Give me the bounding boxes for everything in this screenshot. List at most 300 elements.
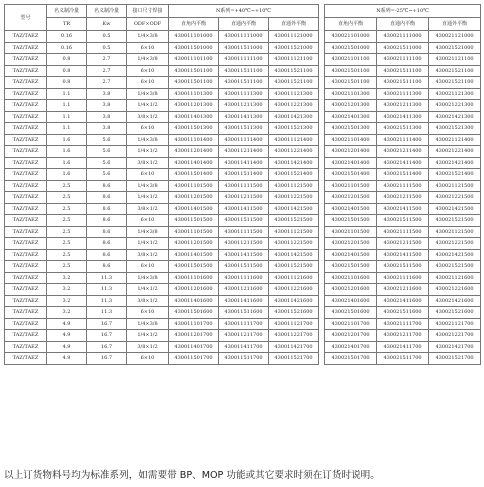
- table-cell: 430011111500: [219, 226, 269, 238]
- table-cell: 430011521500: [269, 215, 319, 227]
- table-cell: 430011421600: [269, 295, 319, 307]
- table-cell: 430021421400: [429, 157, 481, 169]
- table-cell: 1/4×3/8: [127, 88, 169, 100]
- table-row: [5, 111, 481, 123]
- table-cell: 430011401300: [169, 111, 219, 123]
- table-cell: TAZ/TAEZ: [5, 146, 47, 158]
- table-cell: 430011411400: [219, 157, 269, 169]
- table-cell: 430011121300: [269, 88, 319, 100]
- table-cell: 430011421500: [269, 249, 319, 261]
- table-cell: 430011111500: [219, 180, 269, 192]
- table-cell: 3.8: [87, 123, 127, 135]
- table-cell: 430011521600: [269, 307, 319, 319]
- table-cell: 6×10: [127, 42, 169, 54]
- table-cell: 430021111600: [377, 272, 429, 284]
- table-cell: TAZ/TAEZ: [5, 157, 47, 169]
- table-cell: 1/4×3/8: [127, 31, 169, 43]
- header-b-angle-internal: 直角内平衡: [325, 18, 377, 31]
- table-cell: 430021521400: [429, 169, 481, 181]
- table-cell: TAZ/TAEZ: [5, 169, 47, 181]
- table-row: [5, 180, 481, 192]
- table-cell: 11.3: [87, 284, 127, 296]
- table-cell: 430011111000: [219, 31, 269, 43]
- table-cell: 430011201700: [169, 330, 219, 342]
- table-cell: 16.7: [87, 341, 127, 353]
- table-cell: 430011501600: [169, 307, 219, 319]
- table-cell: 430011421400: [269, 157, 319, 169]
- table-cell: 430011421700: [269, 341, 319, 353]
- table-cell: TAZ/TAEZ: [5, 284, 47, 296]
- table-cell: 430011111100: [219, 54, 269, 66]
- table-cell: 430011111600: [219, 272, 269, 284]
- table-cell: 430021211700: [377, 330, 429, 342]
- table-cell: TAZ/TAEZ: [5, 249, 47, 261]
- table-cell: TAZ/TAEZ: [5, 88, 47, 100]
- table-cell: 430021101100: [325, 54, 377, 66]
- table-cell: 430011201500: [169, 238, 219, 250]
- table-row: [5, 134, 481, 146]
- table-cell: 430021521000: [429, 42, 481, 54]
- table-cell: 2.5: [47, 215, 87, 227]
- table-cell: 430021221400: [429, 146, 481, 158]
- table-cell: 430011411600: [219, 295, 269, 307]
- header-model: 型号: [5, 5, 47, 31]
- table-cell: 430011211600: [219, 284, 269, 296]
- table-cell: TAZ/TAEZ: [5, 330, 47, 342]
- table-cell: 430011521100: [269, 77, 319, 89]
- table-cell: 430021101700: [325, 318, 377, 330]
- header-n-series-b: N系列=-25℃~+10℃: [325, 5, 481, 18]
- table-row: [5, 330, 481, 342]
- table-cell: 430011111300: [219, 88, 269, 100]
- table-row: [5, 307, 481, 319]
- table-cell: 6×10: [127, 215, 169, 227]
- table-cell: 8.6: [87, 226, 127, 238]
- header-row-1: [5, 5, 481, 18]
- table-cell: 4.9: [47, 330, 87, 342]
- table-cell: 0.5: [87, 42, 127, 54]
- table-row: [5, 318, 481, 330]
- table-cell: 0.8: [47, 65, 87, 77]
- table-cell: 6×10: [127, 77, 169, 89]
- table-row: [5, 341, 481, 353]
- table-row: [5, 65, 481, 77]
- table-cell: TAZ/TAEZ: [5, 318, 47, 330]
- table-cell: 430011421300: [269, 111, 319, 123]
- table-cell: 430021111700: [377, 318, 429, 330]
- table-cell: 6×10: [127, 169, 169, 181]
- table-cell: 1.1: [47, 111, 87, 123]
- table-cell: 3/8×1/2: [127, 203, 169, 215]
- table-cell: 430011101700: [169, 318, 219, 330]
- table-header: [5, 5, 481, 31]
- header-n-series-a: N系列=+40℃~+10℃: [169, 5, 319, 18]
- table-cell: 430021521700: [429, 353, 481, 365]
- table-cell: 430011101400: [169, 134, 219, 146]
- table-cell: 3.2: [47, 272, 87, 284]
- table-cell: 430021501000: [325, 42, 377, 54]
- table-cell: 430021511500: [377, 215, 429, 227]
- table-cell: 1.6: [47, 169, 87, 181]
- table-cell: 430011101300: [169, 88, 219, 100]
- table-cell: 8.6: [87, 261, 127, 273]
- table-cell: 8.6: [87, 238, 127, 250]
- table-cell: 430021521100: [429, 77, 481, 89]
- table-cell: 430021411500: [377, 203, 429, 215]
- table-cell: 430021401400: [325, 157, 377, 169]
- table-cell: 430021111300: [377, 88, 429, 100]
- table-cell: 2.7: [87, 77, 127, 89]
- header-a-straight-external: 直通外平衡: [269, 18, 319, 31]
- table-cell: TAZ/TAEZ: [5, 54, 47, 66]
- table-cell: 430021101000: [325, 31, 377, 43]
- table-cell: TAZ/TAEZ: [5, 272, 47, 284]
- table-cell: 430011411700: [219, 341, 269, 353]
- table-cell: 430011211500: [219, 238, 269, 250]
- table-row: [5, 203, 481, 215]
- table-cell: 430021401500: [325, 203, 377, 215]
- table-cell: 1/4×3/8: [127, 272, 169, 284]
- table-cell: 16.7: [87, 353, 127, 365]
- table-cell: TAZ/TAEZ: [5, 215, 47, 227]
- table-row: [5, 272, 481, 284]
- table-cell: TAZ/TAEZ: [5, 123, 47, 135]
- table-cell: 2.5: [47, 226, 87, 238]
- table-cell: 1.1: [47, 88, 87, 100]
- table-cell: 430011401700: [169, 341, 219, 353]
- table-cell: 430021111500: [377, 226, 429, 238]
- table-cell: 0.8: [47, 54, 87, 66]
- table-cell: TAZ/TAEZ: [5, 353, 47, 365]
- table-cell: 430021121700: [429, 318, 481, 330]
- table-cell: 430011111700: [219, 318, 269, 330]
- table-cell: TAZ/TAEZ: [5, 192, 47, 204]
- table-row: [5, 353, 481, 365]
- table-row: [5, 42, 481, 54]
- table-cell: 430011401600: [169, 295, 219, 307]
- table-cell: 3/8×1/2: [127, 341, 169, 353]
- table-cell: 430021201600: [325, 284, 377, 296]
- table-row: [5, 238, 481, 250]
- table-cell: 430021121600: [429, 272, 481, 284]
- table-cell: 430011511700: [219, 353, 269, 365]
- table-cell: 8.6: [87, 249, 127, 261]
- table-cell: 430021101500: [325, 226, 377, 238]
- table-cell: 11.3: [87, 307, 127, 319]
- table-cell: TAZ/TAEZ: [5, 203, 47, 215]
- table-cell: 1/4×3/8: [127, 226, 169, 238]
- header-unit-tr: TR: [47, 18, 87, 31]
- table-cell: 430011101000: [169, 31, 219, 43]
- table-cell: 430011201500: [169, 192, 219, 204]
- table-cell: 430011521000: [269, 42, 319, 54]
- table-cell: 3.8: [87, 111, 127, 123]
- table-cell: 4.9: [47, 341, 87, 353]
- table-cell: 0.16: [47, 31, 87, 43]
- table-cell: 430021111500: [377, 180, 429, 192]
- table-cell: 5.6: [87, 169, 127, 181]
- table-cell: 3/8×1/2: [127, 111, 169, 123]
- table-cell: 430011221600: [269, 284, 319, 296]
- header-capacity-kw: 名义制冷量: [87, 5, 127, 18]
- table-cell: 430021101500: [325, 180, 377, 192]
- table-cell: 430021101400: [325, 134, 377, 146]
- table-row: [5, 295, 481, 307]
- table-cell: 430011121400: [269, 134, 319, 146]
- table-cell: 430021201400: [325, 146, 377, 158]
- table-cell: 11.3: [87, 272, 127, 284]
- table-cell: 430011501400: [169, 169, 219, 181]
- table-cell: 430021401600: [325, 295, 377, 307]
- table-cell: TAZ/TAEZ: [5, 42, 47, 54]
- table-cell: 1/4×1/2: [127, 146, 169, 158]
- table-cell: 430021521600: [429, 307, 481, 319]
- table-cell: 16.7: [87, 330, 127, 342]
- table-cell: TAZ/TAEZ: [5, 226, 47, 238]
- table-row: [5, 226, 481, 238]
- table-cell: 1.6: [47, 146, 87, 158]
- table-cell: 430011121500: [269, 226, 319, 238]
- table-cell: 430021221600: [429, 284, 481, 296]
- table-cell: 430021521100: [429, 65, 481, 77]
- table-cell: 3/8×1/2: [127, 295, 169, 307]
- table-cell: 430021511600: [377, 307, 429, 319]
- table-cell: 430011121700: [269, 318, 319, 330]
- table-cell: 2.5: [47, 261, 87, 273]
- table-cell: 430011521500: [269, 261, 319, 273]
- table-cell: TAZ/TAEZ: [5, 77, 47, 89]
- table-cell: 430021421500: [429, 249, 481, 261]
- table-cell: 430011221700: [269, 330, 319, 342]
- table-cell: TAZ/TAEZ: [5, 341, 47, 353]
- table-cell: 430021511100: [377, 65, 429, 77]
- header-unit-odf: ODF×ODF: [127, 18, 169, 31]
- table-cell: 430021501100: [325, 65, 377, 77]
- product-code-table: [4, 4, 481, 365]
- table-cell: 1/4×3/8: [127, 318, 169, 330]
- table-cell: 430011511400: [219, 169, 269, 181]
- table-cell: 3.2: [47, 284, 87, 296]
- table-cell: 430021201700: [325, 330, 377, 342]
- table-cell: 430011221500: [269, 238, 319, 250]
- table-cell: 430011101100: [169, 54, 219, 66]
- table-cell: 430021421500: [429, 203, 481, 215]
- table-cell: 430021501500: [325, 215, 377, 227]
- table-cell: 430011211400: [219, 146, 269, 158]
- table-cell: 3/8×1/2: [127, 157, 169, 169]
- table-cell: 430021121400: [429, 134, 481, 146]
- header-b-straight-external: 直通外平衡: [429, 18, 481, 31]
- table-cell: TAZ/TAEZ: [5, 100, 47, 112]
- table-cell: 430021111000: [377, 31, 429, 43]
- table-row: [5, 31, 481, 43]
- table-cell: 430011201600: [169, 284, 219, 296]
- table-cell: 430011121000: [269, 31, 319, 43]
- table-cell: 8.6: [87, 180, 127, 192]
- table-cell: TAZ/TAEZ: [5, 134, 47, 146]
- table-row: [5, 146, 481, 158]
- table-cell: 430011201400: [169, 146, 219, 158]
- table-cell: 430021201500: [325, 238, 377, 250]
- header-capacity-tr: 名义制冷量: [47, 5, 87, 18]
- table-cell: 430011211500: [219, 192, 269, 204]
- table-cell: 430011511500: [219, 215, 269, 227]
- table-row: [5, 169, 481, 181]
- table-cell: 8.6: [87, 192, 127, 204]
- table-cell: 430021521500: [429, 261, 481, 273]
- table-cell: 16.7: [87, 318, 127, 330]
- table-cell: 430011511300: [219, 123, 269, 135]
- table-cell: 6×10: [127, 353, 169, 365]
- table-cell: 430021121300: [429, 88, 481, 100]
- table-cell: 430011121100: [269, 54, 319, 66]
- table-cell: 430021511400: [377, 169, 429, 181]
- table-row: [5, 249, 481, 261]
- table-cell: 2.5: [47, 249, 87, 261]
- table-cell: 2.5: [47, 180, 87, 192]
- table-cell: 1/4×1/2: [127, 330, 169, 342]
- table-cell: 430021511300: [377, 123, 429, 135]
- header-unit-kw: Kw: [87, 18, 127, 31]
- table-cell: 430011201300: [169, 100, 219, 112]
- table-cell: 430021411700: [377, 341, 429, 353]
- table-cell: 430021121000: [429, 31, 481, 43]
- table-cell: 430021521500: [429, 215, 481, 227]
- table-cell: 430021401500: [325, 249, 377, 261]
- table-cell: 430011411500: [219, 249, 269, 261]
- table-row: [5, 100, 481, 112]
- table-row: [5, 123, 481, 135]
- table-cell: 1/4×1/2: [127, 284, 169, 296]
- table-cell: 430021221300: [429, 100, 481, 112]
- table-cell: 430011501500: [169, 261, 219, 273]
- table-body: [5, 31, 481, 365]
- table-cell: 430011211300: [219, 100, 269, 112]
- table-cell: 430011401500: [169, 249, 219, 261]
- table-cell: 8.6: [87, 203, 127, 215]
- table-row: [5, 215, 481, 227]
- table-cell: 430021211400: [377, 146, 429, 158]
- table-cell: 430021501100: [325, 77, 377, 89]
- table-cell: 430021501600: [325, 307, 377, 319]
- table-cell: 1/4×1/2: [127, 100, 169, 112]
- table-cell: 8.6: [87, 215, 127, 227]
- table-cell: 2.5: [47, 238, 87, 250]
- table-cell: 430021211600: [377, 284, 429, 296]
- table-cell: 430011221300: [269, 100, 319, 112]
- table-cell: 0.8: [47, 77, 87, 89]
- table-cell: TAZ/TAEZ: [5, 111, 47, 123]
- table-cell: 1/4×1/2: [127, 192, 169, 204]
- table-cell: 5.6: [87, 157, 127, 169]
- header-b-straight-internal: 直通内平衡: [377, 18, 429, 31]
- table-cell: 430011521300: [269, 123, 319, 135]
- table-cell: 11.3: [87, 295, 127, 307]
- table-cell: 1/4×3/8: [127, 54, 169, 66]
- table-cell: 1.1: [47, 100, 87, 112]
- table-cell: 430011521700: [269, 353, 319, 365]
- table-cell: 430021201300: [325, 100, 377, 112]
- table-cell: 430011521400: [269, 169, 319, 181]
- table-row: [5, 157, 481, 169]
- table-cell: 430021511100: [377, 77, 429, 89]
- table-row: [5, 192, 481, 204]
- table-cell: 430011101500: [169, 180, 219, 192]
- table-cell: 430021421700: [429, 341, 481, 353]
- table-cell: 0.5: [87, 31, 127, 43]
- table-cell: 3.8: [87, 88, 127, 100]
- table-cell: 430021411400: [377, 157, 429, 169]
- table-cell: 430021101600: [325, 272, 377, 284]
- table-cell: 430021121100: [429, 54, 481, 66]
- table-row: [5, 261, 481, 273]
- table-cell: 430011421500: [269, 203, 319, 215]
- table-row: [5, 284, 481, 296]
- table-cell: 430021101300: [325, 88, 377, 100]
- table-cell: 430011511500: [219, 261, 269, 273]
- header-connection: 接口尺寸焊接: [127, 5, 169, 18]
- table-cell: TAZ/TAEZ: [5, 295, 47, 307]
- table-cell: 430021511000: [377, 42, 429, 54]
- table-cell: 430011511600: [219, 307, 269, 319]
- table-cell: 430021111100: [377, 54, 429, 66]
- table-cell: 430011221500: [269, 192, 319, 204]
- table-cell: 430021221700: [429, 330, 481, 342]
- table-cell: TAZ/TAEZ: [5, 261, 47, 273]
- table-cell: 430021201500: [325, 192, 377, 204]
- table-cell: 3.2: [47, 295, 87, 307]
- table-cell: 4.9: [47, 353, 87, 365]
- table-row: [5, 54, 481, 66]
- header-row-2: [5, 18, 481, 31]
- table-cell: 430021111400: [377, 134, 429, 146]
- table-cell: 430021501500: [325, 261, 377, 273]
- table-cell: 430021211300: [377, 100, 429, 112]
- table-cell: 430011221400: [269, 146, 319, 158]
- table-cell: 430021411600: [377, 295, 429, 307]
- table-cell: 430011511000: [219, 42, 269, 54]
- table-cell: 430011101500: [169, 226, 219, 238]
- table-cell: 1/4×3/8: [127, 134, 169, 146]
- table-cell: 430011511100: [219, 65, 269, 77]
- table-cell: TAZ/TAEZ: [5, 238, 47, 250]
- table-cell: 3.2: [47, 307, 87, 319]
- table-cell: 1.6: [47, 134, 87, 146]
- table-cell: TAZ/TAEZ: [5, 307, 47, 319]
- table-cell: TAZ/TAEZ: [5, 31, 47, 43]
- header-a-angle-internal: 直角内平衡: [169, 18, 219, 31]
- table-cell: 430021511500: [377, 261, 429, 273]
- table-cell: 3.8: [87, 100, 127, 112]
- table-cell: 430021411300: [377, 111, 429, 123]
- table-cell: 430011121600: [269, 272, 319, 284]
- table-cell: 1.1: [47, 123, 87, 135]
- table-cell: 430021501300: [325, 123, 377, 135]
- table-cell: 430011101600: [169, 272, 219, 284]
- table-cell: 1/4×3/8: [127, 180, 169, 192]
- table-cell: 430011521100: [269, 65, 319, 77]
- table-cell: 430011501500: [169, 215, 219, 227]
- table-cell: 430021401700: [325, 341, 377, 353]
- table-cell: TAZ/TAEZ: [5, 65, 47, 77]
- table-cell: 6×10: [127, 65, 169, 77]
- table-cell: 430011121500: [269, 180, 319, 192]
- table-cell: 430021421600: [429, 295, 481, 307]
- table-cell: 430021501400: [325, 169, 377, 181]
- table-cell: 2.7: [87, 65, 127, 77]
- table-cell: 1/4×1/2: [127, 238, 169, 250]
- table-cell: TAZ/TAEZ: [5, 180, 47, 192]
